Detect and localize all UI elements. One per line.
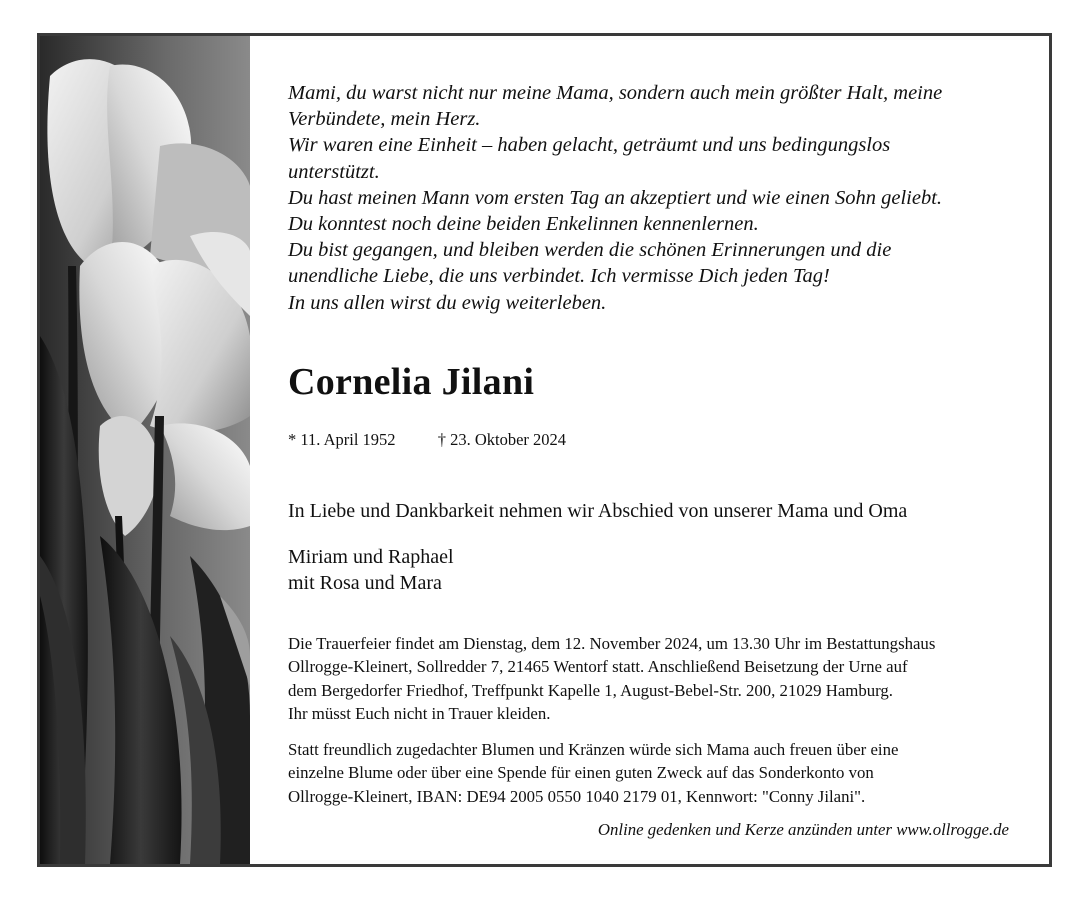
ceremony-line: Ihr müsst Euch nicht in Trauer kleiden. bbox=[288, 703, 551, 723]
poem-line: Du konntest noch deine beiden Enkelinnen kennenlernen. bbox=[288, 213, 759, 236]
poem-line: Wir waren eine Einheit – haben gelacht, geträumt und uns bedingungslos bbox=[288, 134, 891, 157]
poem-line: unendliche Liebe, die uns verbindet. Ich vermisse Dich jeden Tag! bbox=[288, 265, 830, 288]
poem-line: In uns allen wirst du ewig weiterleben. bbox=[288, 291, 607, 314]
memorial-poem bbox=[288, 80, 1028, 316]
donation-line: Statt freundlich zugedachter Blumen und Kränzen würde sich Mama auch freuen über eine bbox=[288, 740, 899, 759]
poem-line: unterstützt. bbox=[288, 160, 380, 183]
poem-line: Du bist gegangen, und bleiben werden die schönen Erinnerungen und die bbox=[288, 239, 892, 262]
tulips-photo bbox=[40, 36, 250, 864]
ceremony-line: Die Trauerfeier findet am Dienstag, dem 12. November 2024, um 13.30 Uhr im Bestattungshaus bbox=[288, 634, 936, 653]
donation-info bbox=[288, 738, 1028, 808]
farewell-text: In Liebe und Dankbarkeit nehmen wir Abschied von unserer Mama und Oma bbox=[288, 500, 908, 522]
notice-content bbox=[288, 36, 1049, 864]
poem-line: Verbündete, mein Herz. bbox=[288, 108, 481, 131]
obituary-notice bbox=[37, 33, 1052, 867]
mourner-line: Miriam und Raphael bbox=[288, 546, 454, 568]
deceased-name: Cornelia Jilani bbox=[288, 361, 535, 403]
birth-date: * 11. April 1952 bbox=[288, 430, 396, 449]
poem-line: Du hast meinen Mann vom ersten Tag an akzeptiert und wie einen Sohn geliebt. bbox=[288, 186, 943, 209]
mourners bbox=[288, 544, 454, 596]
death-date: † 23. Oktober 2024 bbox=[437, 430, 567, 449]
mourner-line: mit Rosa und Mara bbox=[288, 572, 442, 594]
life-dates bbox=[288, 430, 566, 450]
ceremony-line: Ollrogge-Kleinert, Sollredder 7, 21465 Wentorf statt. Anschließend Beisetzung der Urne auf bbox=[288, 657, 908, 677]
poem-line: Mami, du warst nicht nur meine Mama, sondern auch mein größter Halt, meine bbox=[288, 82, 943, 104]
online-memorial-link[interactable]: Online gedenken und Kerze anzünden unter www.ollrogge.de bbox=[597, 820, 1009, 839]
ceremony-info bbox=[288, 632, 1028, 725]
donation-line: Ollrogge-Kleinert, IBAN: DE94 2005 0550 1040 2179 01, Kennwort: "Conny Jilani". bbox=[288, 786, 866, 806]
ceremony-line: dem Bergedorfer Friedhof, Treffpunkt Kapelle 1, August-Bebel-Str. 200, 21029 Hamburg. bbox=[288, 680, 893, 700]
donation-line: einzelne Blume oder über eine Spende für einen guten Zweck auf das Sonderkonto von bbox=[288, 763, 874, 783]
